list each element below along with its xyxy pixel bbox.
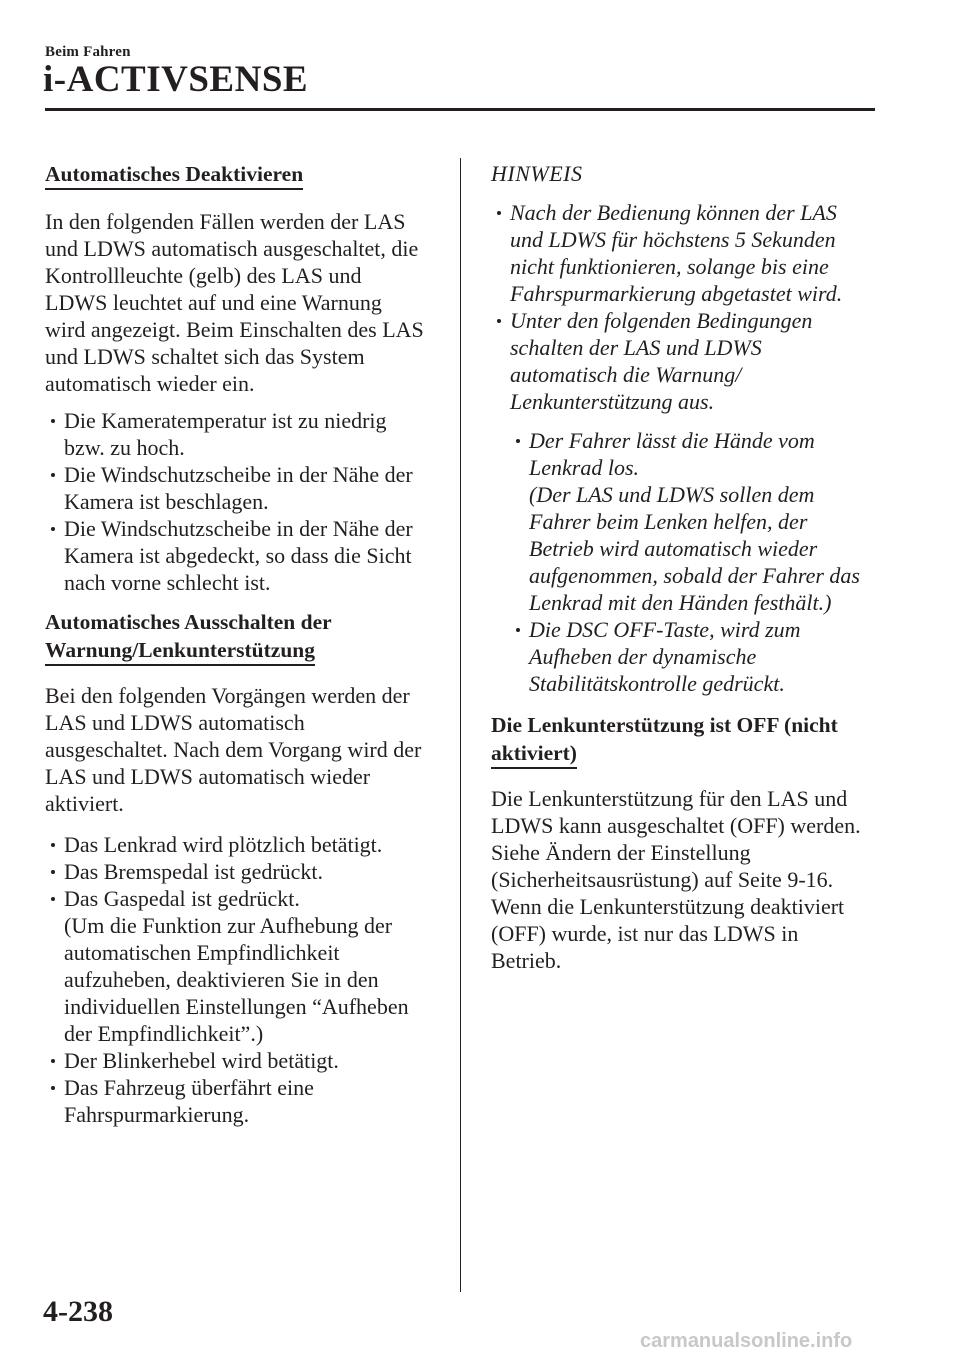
paragraph-auto-deactivation [45,208,440,397]
list-item [45,515,440,596]
heading-auto-deactivation: Automatisches Deaktivieren [45,161,303,190]
text-line: Das Fahrzeug überfährt eine [64,1075,314,1100]
heading-auto-switch-off [45,608,440,666]
text-line: Lenkrad los. [529,455,639,480]
list-item [45,1074,440,1128]
text-line: Fahrspurmarkierung abgetastet wird. [510,281,843,306]
text-line: Fahrer beim Lenken helfen, der [529,509,808,534]
list-item [510,616,876,697]
page-number: 4-238 [43,1295,113,1328]
text-line: In den folgenden Fällen werden der LAS [45,209,406,234]
heading-steering-assist-off [491,711,876,769]
note-sub-list [510,427,876,697]
heading-line: aktiviert) [491,740,577,769]
chapter-label: Beim Fahren [45,44,131,60]
list-item [45,858,440,885]
list-item [45,407,440,461]
paragraph-steering-assist-off [491,785,876,974]
note-title: HINWEIS [491,161,583,186]
text-line: und LDWS für höchstens 5 Sekunden [510,227,836,252]
text-line: Lenkrad mit den Händen festhält.) [529,590,832,615]
left-column [45,160,440,1128]
text-line: Wenn die Lenkunterstützung deaktiviert [491,894,845,919]
text-line: Aufheben der dynamische [529,644,757,669]
text-line: Lenkunterstützung aus. [510,389,715,414]
list-item [45,1047,440,1074]
text-line: Siehe Ändern der Einstellung [491,840,751,865]
text-line: Der Fahrer lässt die Hände vom [529,428,815,453]
text-line: LAS und LDWS automatisch wieder [45,764,371,789]
list-item [510,427,876,616]
text-line: nicht funktionieren, solange bis eine [510,254,829,279]
text-line: Nach der Bedienung können der LAS [510,200,837,225]
text-line: Das Bremspedal ist gedrückt. [64,859,324,884]
text-line: Die DSC OFF-Taste, wird zum [529,617,801,642]
heading-line: Die Lenkunterstützung ist OFF (nicht [491,713,838,737]
right-column [491,160,876,974]
text-line: Betrieb wird automatisch wieder [529,536,818,561]
text-line: automatisch die Warnung/ [510,362,742,387]
text-line: (Sicherheitsausrüstung) auf Seite 9-16. [491,867,834,892]
text-line: wird angezeigt. Beim Einschalten des LAS [45,317,424,342]
paragraph-auto-switch-off [45,682,440,817]
deactivation-conditions-list [45,407,440,596]
list-item [491,199,876,307]
text-line: aufgenommen, sobald der Fahrer das [529,563,860,588]
text-line: Kontrollleuchte (gelb) des LAS und [45,263,362,288]
text-line: Fahrspurmarkierung. [64,1102,250,1127]
watermark: carmanualsonline.info [640,1330,853,1352]
text-line: und LDWS schaltet sich das System [45,344,365,369]
text-line: Das Gaspedal ist gedrückt. [64,886,300,911]
text-line: der Empfindlichkeit”.) [64,1021,264,1046]
text-line: Die Lenkunterstützung für den LAS und [491,786,848,811]
list-item [45,885,440,1047]
text-line: ausgeschaltet. Nach dem Vorgang wird der [45,737,422,762]
text-line: Die Kameratemperatur ist zu niedrig [64,408,387,433]
section-title: i-ACTIVSENSE [43,59,309,100]
list-item [45,831,440,858]
heading-line: Warnung/Lenkunterstützung [45,637,315,666]
text-line: Der Blinkerhebel wird betätigt. [64,1048,339,1073]
text-line: individuellen Einstellungen “Aufheben [64,994,409,1019]
text-line: aktiviert. [45,791,124,816]
text-line: (OFF) wurde, ist nur das LDWS in [491,921,799,946]
text-line: Betrieb. [491,948,562,973]
heading-line: Automatisches Ausschalten der [45,610,332,634]
text-line: Die Windschutzscheibe in der Nähe der [64,516,413,541]
text-line: bzw. zu hoch. [64,435,185,460]
text-line: Kamera ist abgedeckt, so dass die Sicht [64,543,412,568]
text-line: automatisch wieder ein. [45,371,255,396]
text-line: Die Windschutzscheibe in der Nähe der [64,462,413,487]
switch-off-operations-list [45,831,440,1128]
text-line: und LDWS automatisch ausgeschaltet, die [45,236,419,261]
text-line: LDWS kann ausgeschaltet (OFF) werden. [491,813,861,838]
text-line: (Um die Funktion zur Aufhebung der [64,913,393,938]
text-line: automatischen Empfindlichkeit [64,940,340,965]
text-line: Bei den folgenden Vorgängen werden der [45,683,410,708]
column-divider [460,158,461,1292]
text-line: nach vorne schlecht ist. [64,570,271,595]
text-line: Stabilitätskontrolle gedrückt. [529,671,785,696]
text-line: Unter den folgenden Bedingungen [510,308,813,333]
text-line: Kamera ist beschlagen. [64,489,269,514]
text-line: LAS und LDWS automatisch [45,710,305,735]
note-list [491,199,876,697]
title-rule [45,108,875,111]
list-item [491,307,876,697]
text-line: Das Lenkrad wird plötzlich betätigt. [64,832,383,857]
text-line: LDWS leuchtet auf und eine Warnung [45,290,382,315]
list-item [45,461,440,515]
text-line: aufzuheben, deaktivieren Sie in den [64,967,379,992]
text-line: schalten der LAS und LDWS [510,335,762,360]
text-line: (Der LAS und LDWS sollen dem [529,482,815,507]
